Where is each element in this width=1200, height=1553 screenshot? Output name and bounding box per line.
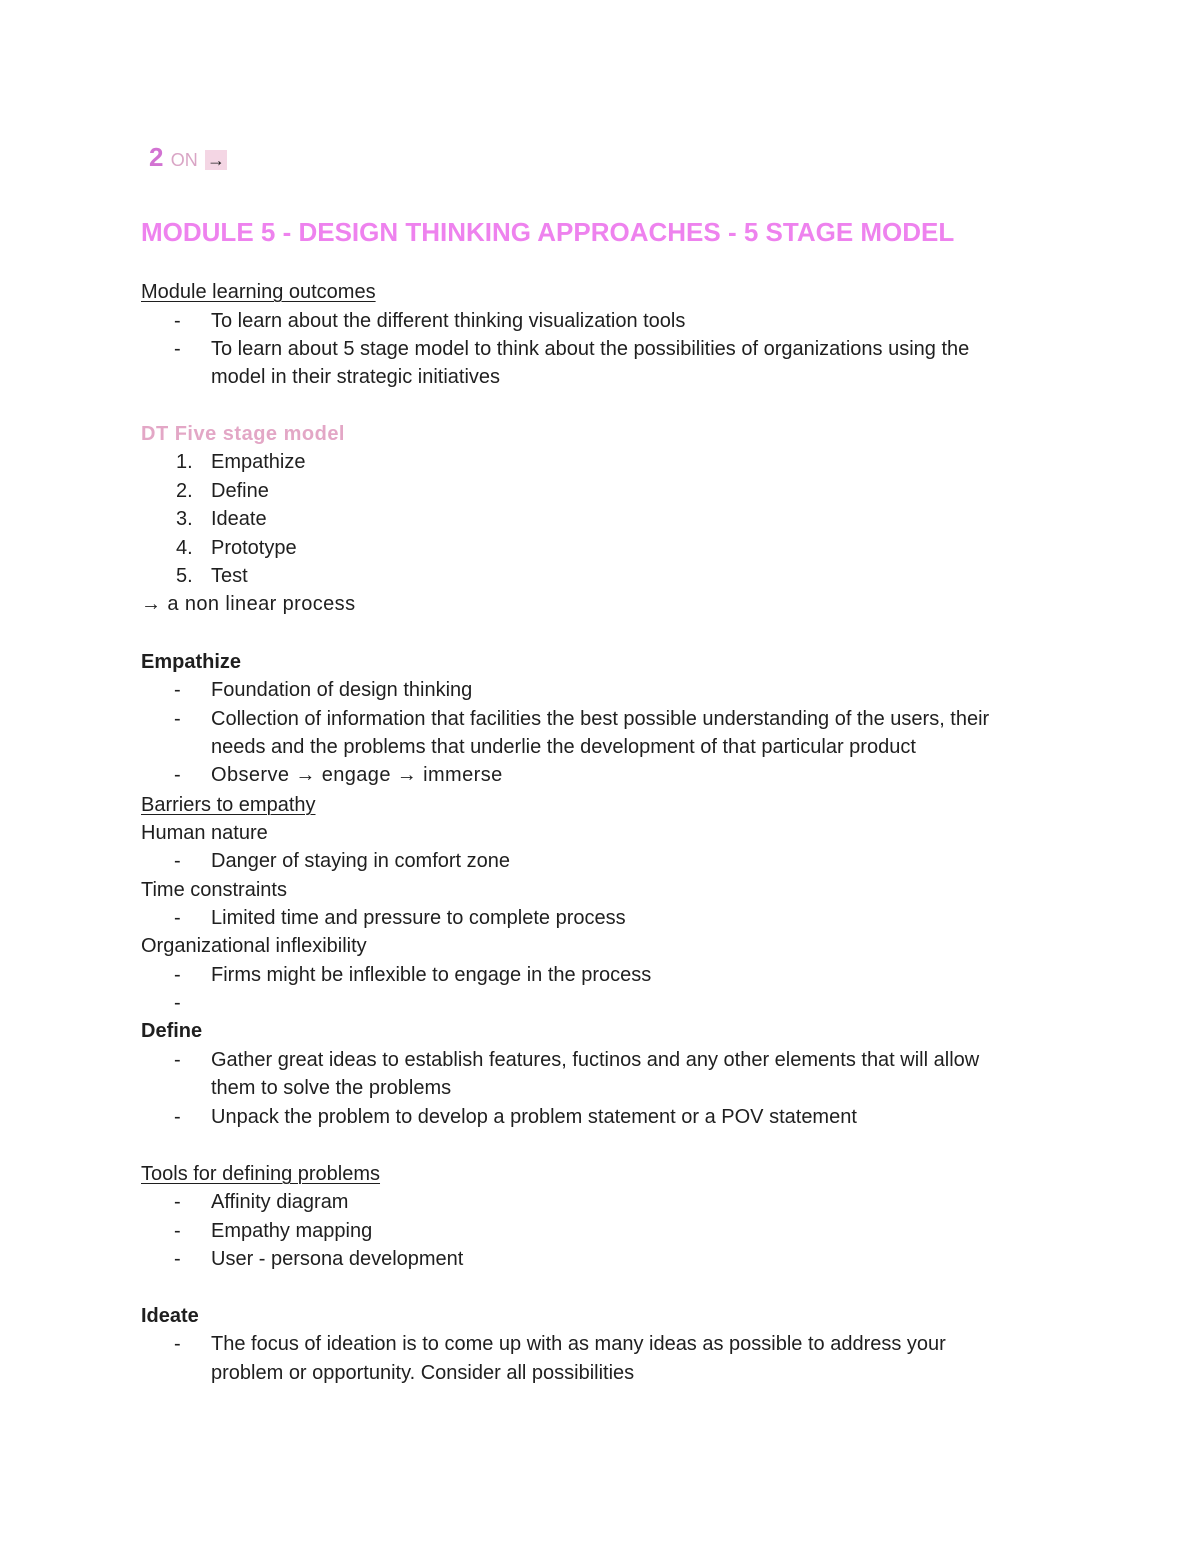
list-item: User - persona development xyxy=(211,1248,464,1270)
list-item: The focus of ideation is to come up with as many ideas as possible to address your xyxy=(211,1333,946,1355)
bullet-dash: - xyxy=(174,310,181,332)
bullet-dash: - xyxy=(174,1049,181,1071)
bullet-dash: - xyxy=(174,338,181,360)
bullet-dash: - xyxy=(174,1220,181,1242)
list-item: Firms might be inflexible to engage in the process xyxy=(211,964,652,986)
outcomes-heading: Module learning outcomes xyxy=(141,281,376,303)
list-item: Test xyxy=(211,565,248,587)
list-item: Gather great ideas to establish features, fuctinos and any other elements that will allow xyxy=(211,1049,980,1071)
bullet-dash: - xyxy=(174,1248,181,1270)
define-heading: Define xyxy=(141,1020,203,1042)
page-header xyxy=(149,140,227,177)
ideate-heading: Ideate xyxy=(141,1305,199,1327)
list-item: Define xyxy=(211,480,269,502)
list-number: 3. xyxy=(176,508,193,530)
list-item: Empathy mapping xyxy=(211,1220,373,1242)
barrier-label: Human nature xyxy=(141,822,268,844)
page-number: 2 xyxy=(149,142,164,172)
bullet-dash-empty: - xyxy=(174,992,181,1014)
barriers-heading: Barriers to empathy xyxy=(141,794,316,816)
five-stage-heading: DT Five stage model xyxy=(141,423,345,445)
bullet-dash: - xyxy=(174,850,181,872)
bullet-dash: - xyxy=(174,1106,181,1128)
list-item: To learn about 5 stage model to think about the possibilities of organizations using the xyxy=(211,338,970,360)
list-item-continuation: needs and the problems that underlie the development of that particular product xyxy=(211,736,916,758)
barrier-label: Organizational inflexibility xyxy=(141,935,367,957)
list-number: 1. xyxy=(176,451,193,473)
page-title: MODULE 5 - DESIGN THINKING APPROACHES - 5 STAGE MODEL xyxy=(141,217,955,247)
list-item-continuation: them to solve the problems xyxy=(211,1077,452,1099)
list-item: Danger of staying in comfort zone xyxy=(211,850,511,872)
list-item: Observe → engage → immerse xyxy=(211,764,503,786)
list-number: 4. xyxy=(176,537,193,559)
arrow-highlight: → xyxy=(206,150,225,170)
bullet-dash: - xyxy=(174,964,181,986)
empathize-heading: Empathize xyxy=(141,651,242,673)
bullet-dash: - xyxy=(174,1191,181,1213)
list-item: Prototype xyxy=(211,537,297,559)
bullet-dash: - xyxy=(174,764,181,786)
bullet-dash: - xyxy=(174,708,181,730)
bullet-dash: - xyxy=(174,1333,181,1355)
list-item: Collection of information that facilities the best possible understanding of the users, their xyxy=(211,708,990,730)
list-item: Unpack the problem to develop a problem statement or a POV statement xyxy=(211,1106,857,1128)
five-stage-note: → a non linear process xyxy=(141,593,356,615)
list-item-continuation: model in their strategic initiatives xyxy=(211,366,501,388)
bullet-dash: - xyxy=(174,679,181,701)
list-item-continuation: problem or opportunity. Consider all possibilities xyxy=(211,1362,635,1384)
on-label: ON xyxy=(170,150,198,170)
list-item: Foundation of design thinking xyxy=(211,679,473,701)
barrier-label: Time constraints xyxy=(141,879,287,901)
list-number: 2. xyxy=(176,480,193,502)
tools-heading: Tools for defining problems xyxy=(141,1163,381,1185)
bullet-dash: - xyxy=(174,907,181,929)
list-item: Limited time and pressure to complete process xyxy=(211,907,626,929)
list-item: Affinity diagram xyxy=(211,1191,349,1213)
list-item: Empathize xyxy=(211,451,306,473)
list-item: Ideate xyxy=(211,508,267,530)
list-item: To learn about the different thinking visualization tools xyxy=(211,310,686,332)
list-number: 5. xyxy=(176,565,193,587)
